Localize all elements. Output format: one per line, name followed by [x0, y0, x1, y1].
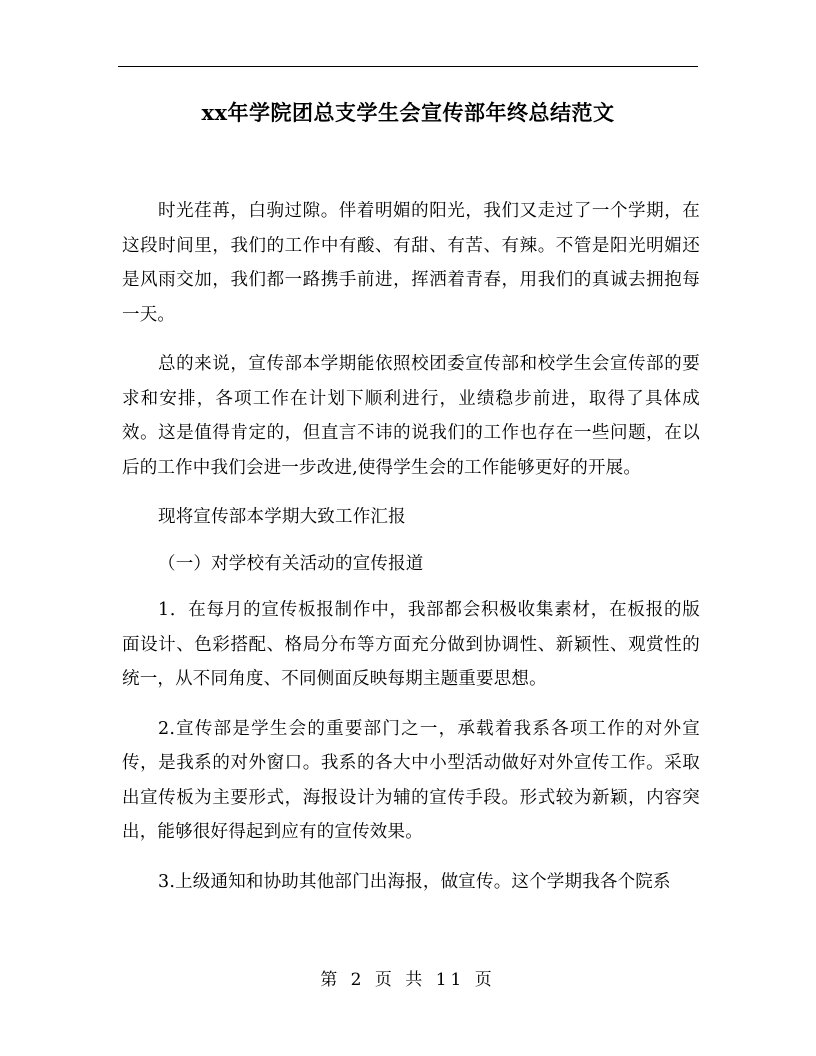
document-body [122, 194, 700, 914]
paragraph-item-1: 1．在每月的宣传板报制作中，我部都会积极收集素材，在板报的版面设计、色彩搭配、格局分布等方面充分做到协调性、新颖性、观赏性的统一，从不同角度、不同侧面反映每期主题重要思想。 [122, 600, 700, 689]
paragraph-report-heading: 现将宣传部本学期大致工作汇报 [158, 507, 406, 527]
header-rule [118, 66, 698, 67]
document-title: xx年学院团总支学生会宣传部年终总结范文 [201, 100, 615, 125]
paragraph-summary: 总的来说，宣传部本学期能依照校团委宣传部和校学生会宣传部的要求和安排，各项工作在计划下顺利进行，业绩稳步前进，取得了具体成效。这是值得肯定的，但直言不讳的说我们的工作也存在一些问题，在以后的工作中我们会进一步改进,使得学生会的工作能够更好的开展。 [122, 354, 700, 478]
paragraph-item-2: 2.宣传部是学生会的重要部门之一，承载着我系各项工作的对外宣传，是我系的对外窗口。我系的各大中小型活动做好对外宣传工作。采取出宣传板为主要形式，海报设计为辅的宣传手段。形式较为新颖，内容突出，能够很好得起到应有的宣传效果。 [122, 718, 700, 842]
paragraph-intro: 时光荏苒，白驹过隙。伴着明媚的阳光，我们又走过了一个学期，在这段时间里，我们的工作中有酸、有甜、有苦、有辣。不管是阳光明媚还是风雨交加，我们都一路携手前进，挥洒着青春，用我们的真诚去拥抱每一天。 [122, 201, 700, 325]
section-heading-1: （一）对学校有关活动的宣传报道 [158, 553, 424, 574]
paragraph-item-3: 3.上级通知和协助其他部门出海报，做宣传。这个学期我各个院系 [158, 871, 671, 892]
page-number: 第 2 页 共 11 页 [320, 970, 496, 990]
